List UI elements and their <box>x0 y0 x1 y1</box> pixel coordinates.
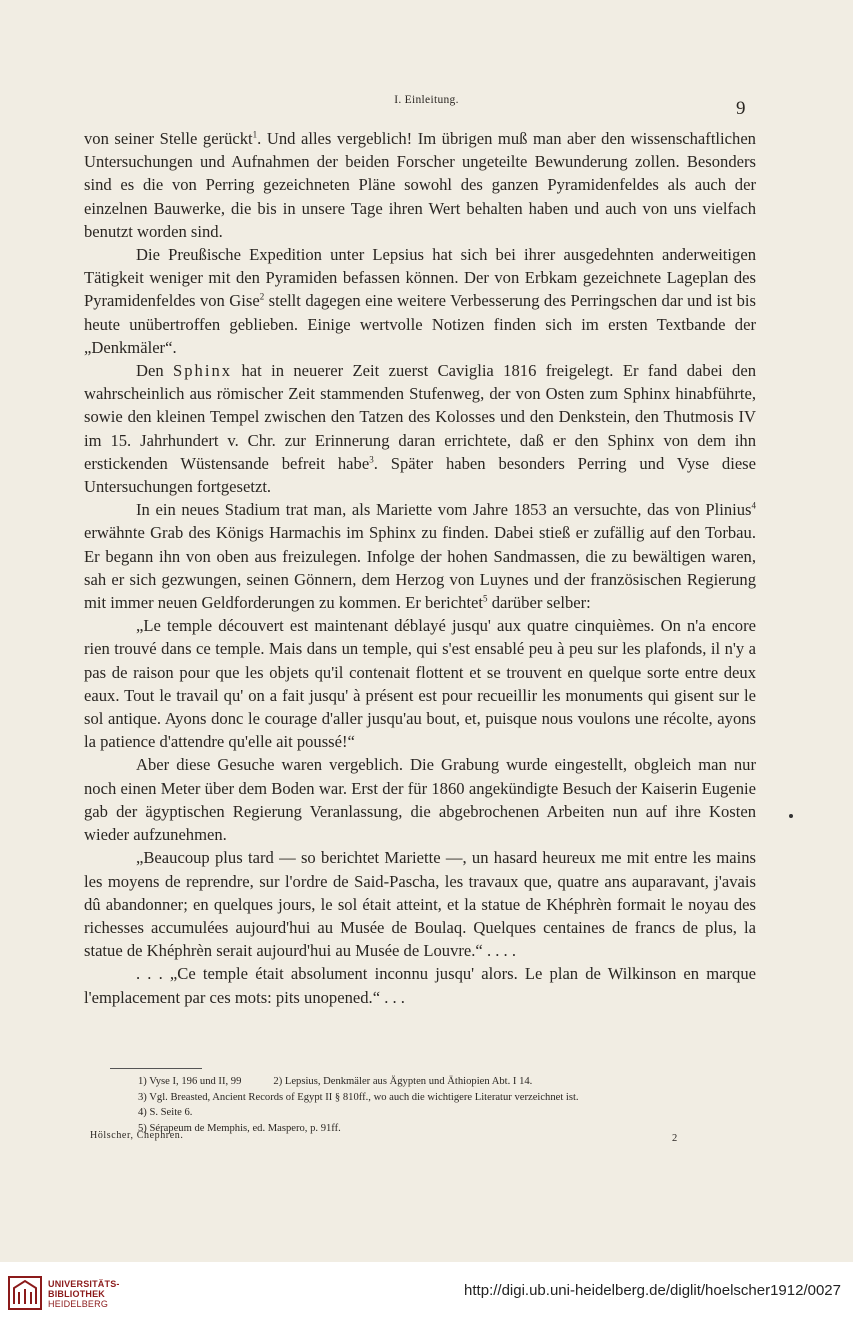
paragraph-3-text-a: hat in neuerer Zeit zuerst Caviglia 1816 freigelegt. Er fand dabei den wahrscheinlich aus römischer Zeit stammenden Stufenweg, der von Osten zum Sphinx hinabführte, sowie den kleinen Tempel zwischen den Tatzen des Kolosses und den Denkstein, den Thutmosis IV im 15. Jahrhundert v. Chr. zur Erinnerung daran errichtete, daß er den Sphinx von dem ihn erstickenden Wüstensande befreit habe <box>84 361 757 473</box>
footnote-2: 2) Lepsius, Denkmäler aus Ägypten und Äthiopien Abt. I 14. <box>273 1076 533 1087</box>
paragraph-4-text-b: erwähnte Grab des Königs Harmachis im Sphinx zu finden. Dabei stieß er zufällig auf den Torbau. Er begann ihn von oben aus freizulegen. Infolge der hohen Sandmassen, die zu bewältigen waren, sah er sich gezwungen, seinen Gönnern, dem Herzog von Luynes und der französischen Regierung mit immer neuen Geldforderungen zu kommen. Er berichtet <box>84 523 756 613</box>
footnote-ref-5: 5 <box>483 593 488 604</box>
footnote-4: 4) S. Seite 6. <box>138 1107 193 1119</box>
footnote-line <box>138 1090 738 1106</box>
paragraph-1-text: von seiner Stelle gerückt <box>84 129 253 148</box>
running-head: I. Einleitung. <box>394 94 459 106</box>
paragraph-3-text-b: . Später haben besonders Perring und Vyse diese Untersuchungen fortgesetzt. <box>84 453 757 497</box>
paragraph-3-lead: Den <box>136 361 174 381</box>
paragraph-4-text-a: In ein neues Stadium trat man, als Mariette vom Jahre 1853 an versuchte, das von Plinius <box>136 500 752 520</box>
library-name <box>48 1279 120 1309</box>
footnote-rule <box>110 1068 202 1069</box>
library-name-line-2: BIBLIOTHEK <box>48 1289 105 1299</box>
page-number: 9 <box>736 98 746 119</box>
quote-paragraph-1: „Le temple découvert est maintenant déblayé jusqu' aux quatre cinquièmes. On n'a encore rien trouvé dans ce temple. Mais dans un temple, qui s'est ensablé peu à peu sur les plafonds, il n'y a pas de raison pour que les objets qu'il contenait flottent et se trouvent en quelque sorte entre deux eaux. Tout le travail qu' on a fait jusqu' à présent est pour recueillir les monuments qui gisent sur le sol antique. Ayons donc le courage d'aller jusqu'au bout, et, puisque nous voulons une récolte, ayons la patience d'attendre qu'elle ait poussé!“ <box>84 616 756 752</box>
paragraph-2-text-a: Die Preußische Expedition unter Lepsius hat sich bei ihrer ausgedehnten anderweitigen Tätigkeit weniger mit den Pyramiden befassen können. Der von Erbkam gezeichnete Lageplan des Pyramidenfeldes von Gise <box>84 245 756 311</box>
paragraph-3 <box>84 359 756 498</box>
permalink-url[interactable]: http://digi.ub.uni-heidelberg.de/diglit/hoelscher1912/0027 <box>464 1282 841 1299</box>
footnote-ref-4: 4 <box>751 500 756 511</box>
paragraph-2 <box>84 243 756 359</box>
footnote-3: 3) Vgl. Breasted, Ancient Records of Egypt II § 810ff., wo auch die wichtigere Literatur verzeichnet ist. <box>138 1091 579 1103</box>
body-text <box>84 127 756 1009</box>
sheet-number: 2 <box>672 1133 678 1144</box>
quote-paragraph-2: „Beaucoup plus tard — so berichtet Mariette —, un hasard heureux me mit entre les mains les moyens de reprendre, sur l'ordre de Said-Pascha, les travaux que, quatre ans auparavant, j'avais dû abandonner; en quelques jours, le sol était atteint, et la statue de Khéphrèn formait le noyau des richesses accumulées aujourd'hui au Musée de Boulaq. Quelques centaines de francs de plus, la statue de Khéphrèn serait aujourd'hui au Musée de Louvre.“ . . . . <box>84 848 756 961</box>
printer-signature: Hölscher, Chephren. <box>90 1130 184 1141</box>
paragraph-1-rest: . Und alles vergeblich! Im übrigen muß man aber den wissenschaftlichen Untersuchungen und Aufnahmen der beiden Forscher ungeteilte Bewunderung zollen. Besonders sind es die von Perring gezeichneten Pläne sowohl des ganzen Pyramidenfeldes als auch der einzelnen Bauwerke, die bis in unsere Tage ihren Wert behalten haben und auch von uns vielfach benutzt worden sind. <box>84 129 756 241</box>
footnotes <box>138 1074 738 1136</box>
margin-dot <box>789 814 793 818</box>
spaced-word-sphinx: Sphinx <box>173 361 233 381</box>
footnote-5: 5) Sérapeum de Memphis, ed. Maspero, p. 91ff. <box>138 1122 341 1134</box>
quote-paragraph-3: . . . „Ce temple était absolument inconnu jusqu' alors. Le plan de Wilkinson en marque l'emplacement par ces mots: pits unopened.“ . . . <box>84 964 756 1007</box>
footnote-line <box>138 1074 738 1090</box>
paragraph-1 <box>84 127 756 243</box>
footnote-ref-3: 3 <box>369 454 374 465</box>
paragraph-2-text-b: stellt dagegen eine weitere Verbesserung des Perringschen dar und ist bis heute unübertroffen geblieben. Einige wertvolle Notizen finden sich im ersten Textbande der „Denkmäler“. <box>84 291 756 357</box>
paragraph-4-text-c: darüber selber: <box>487 593 591 613</box>
library-name-line-1: UNIVERSITÄTS- <box>48 1279 120 1289</box>
paragraph-4 <box>84 498 756 614</box>
footnote-line <box>138 1121 738 1137</box>
paragraph-6: Aber diese Gesuche waren vergeblich. Die Grabung wurde eingestellt, obgleich man nur noch einen Meter über dem Boden war. Erst der für 1860 angekündigte Besuch der Kaiserin Eugenie gab der ägyptischen Regierung Veranlassung, die abgebrochenen Arbeiten nun auf ihre Kosten wieder aufzunehmen. <box>84 755 756 845</box>
footnote-line <box>138 1105 738 1121</box>
footnote-ref-2: 2 <box>259 291 265 302</box>
footer-bar <box>0 1262 853 1325</box>
library-logo-icon <box>8 1276 42 1310</box>
footnote-1: 1) Vyse I, 196 und II, 99 <box>138 1076 242 1087</box>
footnote-ref-1: 1 <box>252 129 258 140</box>
library-name-line-3: HEIDELBERG <box>48 1299 109 1309</box>
